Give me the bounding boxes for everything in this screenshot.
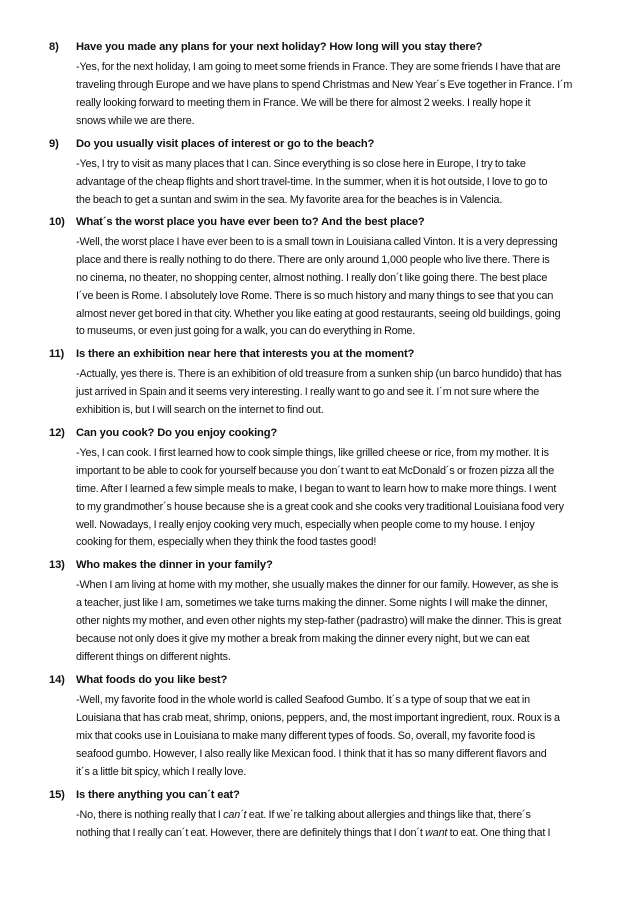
question-text: Is there anything you can´t eat? <box>76 789 240 801</box>
answer-line: -Actually, yes there is. There is an exhibition of old treasure from a sunken ship (un barco hundido) that has <box>76 368 562 380</box>
emphasized-word: can´t <box>223 809 247 821</box>
answer-line: to museums, or even just going for a walk, you can do everything in Rome. <box>76 325 416 338</box>
answer-line: no cinema, no theater, no shopping center, almost nothing. I really don´t like going there. The best place <box>76 271 548 284</box>
answer-paragraph <box>76 445 609 552</box>
question-heading: 14) What foods do you like best? <box>49 674 228 686</box>
emphasized-word: want <box>425 826 448 839</box>
qa-item-12 <box>49 426 609 552</box>
question-heading: 15) Is there anything you can´t eat? <box>49 789 240 801</box>
qa-item-14 <box>49 673 609 781</box>
answer-line: well. Nowadays, I really enjoy cooking very much, especially when people come to my house. I enjoy <box>76 518 535 531</box>
answer-line: advantage of the cheap flights and short travel-time. In the summer, when it is hot outside, I love to go to <box>76 175 548 188</box>
answer-line: -Yes, I try to visit as many places that I can. Since everything is so close here in Europe, I try to take <box>76 158 526 170</box>
question-heading: 9) Do you usually visit places of interest or go to the beach? <box>49 138 375 150</box>
answer-line: because not only does it give my mother a break from making the dinner every night, but we can eat <box>76 632 530 645</box>
answer-line: -Well, the worst place I have ever been to is a small town in Louisiana called Vinton. It is a very depressing <box>76 236 558 248</box>
answer-paragraph <box>76 577 609 666</box>
qa-item-9 <box>49 137 609 210</box>
answer-line: snows while we are there. <box>76 114 195 127</box>
answer-line: -Yes, I can cook. I first learned how to cook simple things, like grilled cheese or rice, from my mother. It is <box>76 447 549 459</box>
answer-paragraph <box>76 59 609 131</box>
answer-line: just arrived in Spain and it seems very interesting. I really want to go and see it. I´m not sure where the <box>76 385 540 398</box>
answer-line: -When I am living at home with my mother, she usually makes the dinner for our family. However, as she is <box>76 579 559 591</box>
answer-line: nothing that I really can´t eat. However, there are definitely things that I don´t want to eat. One thing that I <box>76 826 551 839</box>
answer-line: a teacher, just like I am, sometimes we take turns making the dinner. Some nights I will make the dinner, <box>76 596 548 609</box>
answer-paragraph <box>76 156 609 210</box>
question-text: What´s the worst place you have ever been to? And the best place? <box>76 216 425 228</box>
answer-line: -Well, my favorite food in the whole world is called Seafood Gumbo. It´s a type of soup that we eat in <box>76 694 531 706</box>
answer-line: time. After I learned a few simple meals to make, I began to want to learn how to make more things. I went <box>76 482 557 495</box>
qa-item-10 <box>49 215 609 341</box>
answer-paragraph <box>76 692 609 781</box>
question-text: Have you made any plans for your next holiday? How long will you stay there? <box>76 41 483 53</box>
answer-line: -Yes, for the next holiday, I am going to meet some friends in France. They are some friends I have that are <box>76 61 561 73</box>
answer-line: important to be able to cook for yourself because you don´t want to eat McDonald´s or frozen pizza all the <box>76 464 555 477</box>
question-text: Who makes the dinner in your family? <box>76 559 273 571</box>
qa-item-8 <box>49 40 609 131</box>
qa-item-11 <box>49 347 609 420</box>
answer-line: Louisiana that has crab meat, shrimp, onions, peppers, and, the most important ingredient, roux. Roux is a <box>76 711 560 724</box>
question-heading: 12) Can you cook? Do you enjoy cooking? <box>49 427 278 439</box>
question-heading: 8) Have you made any plans for your next holiday? How long will you stay there? <box>49 41 483 53</box>
answer-line: traveling through Europe and we have plans to spend Christmas and New Year´s Eve together in France. I´m <box>76 78 573 91</box>
answer-paragraph <box>76 807 609 843</box>
answer-line: it´s a little bit spicy, which I really love. <box>76 765 247 778</box>
question-text: Is there an exhibition near here that interests you at the moment? <box>76 348 415 360</box>
question-heading: 10) What´s the worst place you have ever been to? And the best place? <box>49 216 425 228</box>
answer-line: to my grandmother´s house because she is a great cook and she cooks very traditional Louisiana food very <box>76 500 564 513</box>
question-text: Can you cook? Do you enjoy cooking? <box>76 427 278 439</box>
question-text: What foods do you like best? <box>76 674 228 686</box>
answer-line: almost never get bored in that city. Whether you like eating at good restaurants, seeing old buildings, going <box>76 307 561 320</box>
question-text: Do you usually visit places of interest or go to the beach? <box>76 138 375 150</box>
qa-item-15 <box>49 788 609 843</box>
answer-line: place and there is really nothing to do there. There are only around 1,000 people who live there. There is <box>76 253 550 266</box>
answer-paragraph <box>76 366 609 420</box>
answer-line: cooking for them, especially when they think the food tastes good! <box>76 536 377 549</box>
answer-line: I´ve been is Rome. I absolutely love Rome. There is so much history and many things to see that you can <box>76 289 554 302</box>
answer-line: -No, there is nothing really that I can´t eat. If we´re talking about allergies and things like that, there´s <box>76 809 531 821</box>
answer-line: exhibition is, but I will search on the internet to find out. <box>76 403 324 416</box>
qa-item-13 <box>49 558 609 666</box>
answer-line: different things on different nights. <box>76 650 231 663</box>
answer-line: really looking forward to meeting them in France. We will be there for almost 2 weeks. I really hope it <box>76 96 531 109</box>
question-heading: 13) Who makes the dinner in your family? <box>49 559 273 571</box>
answer-line: seafood gumbo. However, I also really like Mexican food. I think that it has so many different flavors and <box>76 747 547 760</box>
answer-paragraph <box>76 234 609 341</box>
answer-line: mix that cooks use in Louisiana to make many different types of foods. So, overall, my favorite food is <box>76 729 536 742</box>
answer-line: the beach to get a suntan and swim in the sea. My favorite area for the beaches is in Valencia. <box>76 193 503 206</box>
question-heading: 11) Is there an exhibition near here that interests you at the moment? <box>49 348 415 360</box>
answer-line: other nights my mother, and even other nights my step-father (padrastro) will make the dinner. This is great <box>76 614 562 627</box>
